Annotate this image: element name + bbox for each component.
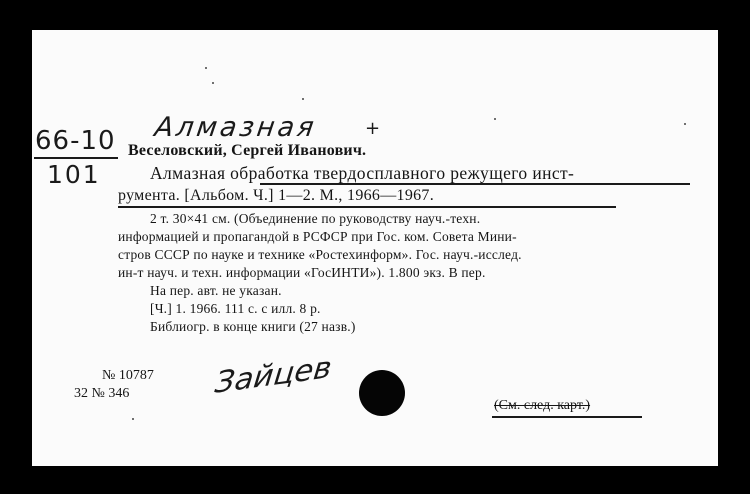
- author-heading: Веселовский, Сергей Иванович.: [128, 142, 367, 159]
- title-line-1: Алмазная обработка твердосплавного режущего инст-: [150, 163, 575, 183]
- price-note: На пер. авт. не указан.: [150, 283, 282, 298]
- speck: [684, 123, 686, 125]
- punch-hole: [359, 370, 405, 416]
- crossed-out-reference: (См. след. карт.): [494, 398, 591, 413]
- part-1-details: [Ч.] 1. 1966. 111 с. с илл. 8 р.: [150, 301, 321, 316]
- shelf-code-line1: 66-10: [35, 126, 116, 156]
- inventory-number: № 10787: [102, 368, 154, 383]
- speck: [494, 118, 496, 120]
- title-underline-1: [260, 183, 690, 185]
- handwritten-mark: +: [365, 118, 381, 139]
- crossed-underline: [492, 416, 642, 418]
- handwritten-title: Алмазная: [152, 112, 319, 143]
- description-line-4: ин-т науч. и техн. информации «ГосИНТИ»). 1.800 экз. В пер.: [118, 265, 486, 280]
- bibliography-note: Библиогр. в конце книги (27 назв.): [150, 319, 356, 334]
- speck: [205, 67, 207, 69]
- description-line-3: стров СССР по науке и технике «Ростехинформ». Гос. науч.-исслед.: [118, 247, 522, 262]
- title-underline-2: [118, 206, 616, 208]
- catalog-card: [32, 30, 718, 466]
- handwritten-signature: Зайцев: [213, 350, 334, 401]
- shelf-code-line2: 101: [47, 160, 101, 189]
- description-line-1: 2 т. 30×41 см. (Объединение по руководству науч.-техн.: [150, 211, 481, 226]
- speck: [302, 98, 304, 100]
- title-line-2: румента. [Альбом. Ч.] 1—2. М., 1966—1967.: [118, 187, 435, 204]
- speck: [212, 82, 214, 84]
- description-line-2: информацией и пропагандой в РСФСР при Гос. ком. Совета Мини-: [118, 229, 517, 244]
- speck: [132, 418, 134, 420]
- shelf-code-divider: [34, 157, 118, 159]
- inventory-number-2: 32 № 346: [74, 386, 130, 401]
